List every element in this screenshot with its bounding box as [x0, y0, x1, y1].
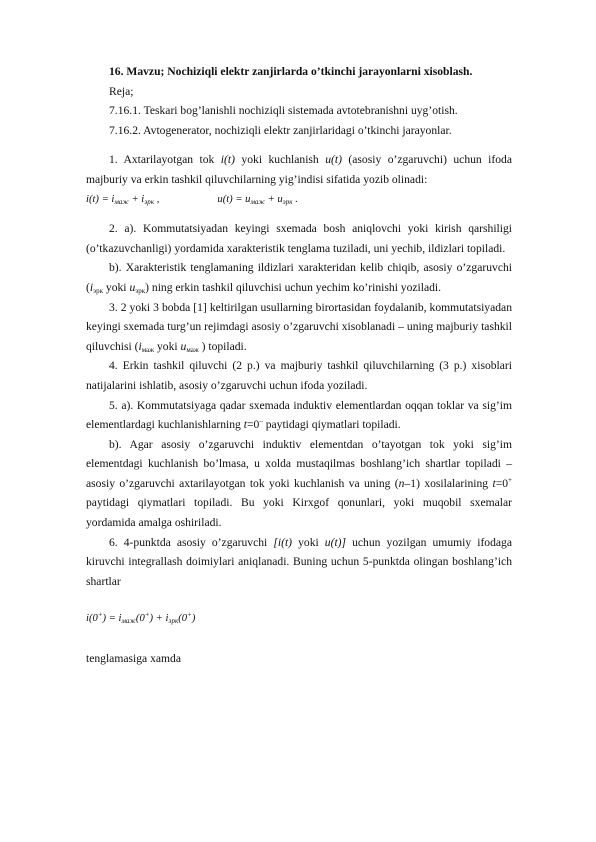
- var-u-t: u(t): [325, 153, 342, 167]
- plan-item-1: 7.16.1. Teskari bog’lanishli nochiziqli sistemada avtotebranishni uyg’otish.: [109, 104, 458, 118]
- paragraph-2a: 2. a). Kommutatsiyadan keyingi sxemada bosh aniqlovchi yoki kirish qarshiligi (o’tkazuvchanligi) yordamida xarakteristik tenglama tuziladi, uni yechib, ildizlari topiladi.: [86, 222, 512, 255]
- paragraph-5a: 5. a). Kommutatsiyaga qadar sxemada induktiv elementlardan oqqan toklar va sig’im elementlardagi kuchlanishlarning t=0– paytidagi qiymatlari topiladi.: [86, 398, 512, 432]
- paragraph-1: 1. Axtarilayotgan tok i(t) yoki kuchlanish u(t) (asosiy o’zgaruvchi) uchun ifoda majburiy va erkin tashkil qiluvchilarning yig’indisi sifatida yozib olinadi:: [86, 153, 512, 186]
- paragraph-6: 6. 4-punktda asosiy o’zgaruvchi [i(t) yoki u(t)] uchun yozilgan umumiy ifodaga kiruvchi integrallash doimiylari aniqlanadi. Buning uchun 5-punktda olingan boshlang’ich shartlar: [86, 535, 512, 588]
- plan-label: Reja;: [109, 84, 134, 98]
- formula-decomposition: $i(t) = i_{мaж} + i_{эрк}$ , $u(t) = u_{мaж} + u_{эрк}$ .: [86, 193, 298, 206]
- formula-initial-condition: $i(0^+) = i_{мaж}(0^+) + i_{эрк}(0^+)$: [86, 610, 196, 626]
- document-page: [86, 62, 512, 669]
- paragraph-3: 3. 2 yoki 3 bobda [1] keltirilgan usullarning birortasidan foydalanib, kommutatsiyadan keyingi sxemada turg’un rejimdagi asosiy o’zgaruvchi xisoblanadi – uning majburiy tashkil qiluvchisi ($i_{мaж}$ yoki $u_{мaж}$ ) topiladi.: [86, 300, 512, 354]
- topic-heading: 16. Mavzu; Nochiziqli elektr zanjirlarda o’tkinchi jarayonlarni xisoblash.: [109, 65, 473, 78]
- var-i-t: i(t): [220, 153, 235, 167]
- plan-item-2: 7.16.2. Avtogenerator, nochiziqli elektr zanjirlaridagi o’tkinchi jarayonlar.: [109, 123, 452, 137]
- closing-line: tenglamasiga xamda: [86, 652, 181, 666]
- paragraph-2b: b). Xarakteristik tenglamaning ildizlari xarakteridan kelib chiqib, asosiy o’zgaruvchi ($i_{эрк}$ yoki $u_{эрк}$) ning erkin tashkil qiluvchisi uchun yechim ko’rinishi yoziladi.: [86, 261, 512, 295]
- paragraph-4: 4. Erkin tashkil qiluvchi (2 p.) va majburiy tashkil qiluvchilarning (3 p.) xisoblari natijalarini ishlatib, asosiy o’zgaruvchi uchun ifoda yoziladi.: [86, 359, 512, 392]
- paragraph-5b: b). Agar asosiy o’zgaruvchi induktiv elementdan o’tayotgan tok yoki sig’im elementdagi kuchlanish bo’lmasa, u xolda mustaqilmas boshlang’ich shartlar topiladi – asosiy o’zgaruvchi axtarilayotgan tok yoki kuchlanish va uning (n–1) xosilalarining t=0+ paytidagi qiymatlari topiladi. Bu yoki Kirxgof qonunlari, yoki muqobil sxemalar yordamida amalga oshiriladi.: [86, 437, 512, 530]
